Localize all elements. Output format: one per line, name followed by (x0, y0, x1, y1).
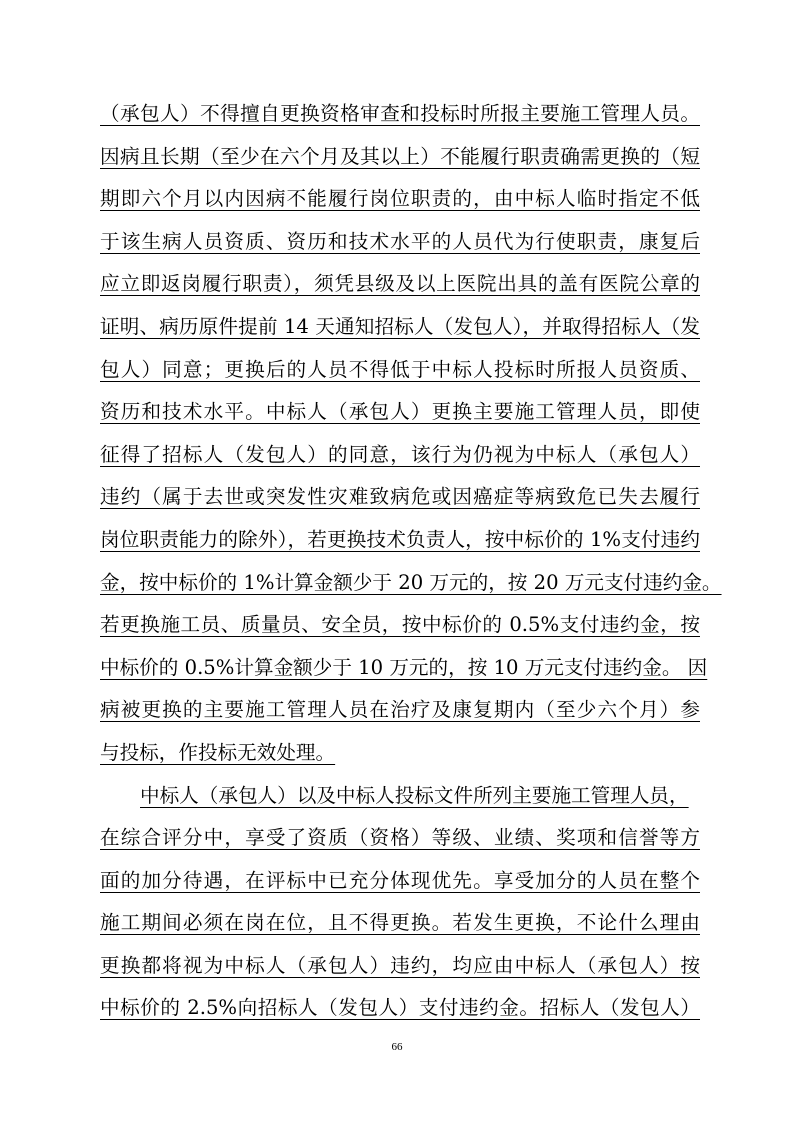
line-text: 违约（属于去世或突发性灾难致病危或因癌症等病致危已失去履行 (100, 485, 700, 509)
line-text: 更换都将视为中标人（承包人）违约，均应由中标人（承包人）按 (100, 953, 700, 977)
document-body (100, 93, 722, 1030)
text-line (100, 604, 700, 647)
line-text: 征得了招标人（发包人）的同意，该行为仍视为中标人（承包人） (100, 442, 700, 466)
text-line (100, 562, 722, 605)
text-line (100, 391, 700, 434)
text-line (100, 306, 700, 349)
text-line (100, 434, 700, 477)
text-line (100, 902, 700, 945)
text-line (100, 263, 700, 306)
text-line (100, 136, 700, 179)
line-text: 金，按中标价的 1%计算金额少于 20 万元的，按 20 万元支付违约金。 (100, 570, 722, 594)
page-number: 66 (391, 1041, 403, 1053)
text-line (100, 221, 700, 264)
text-line (100, 178, 700, 221)
text-line (100, 945, 700, 988)
line-text: 于该生病人员资质、资历和技术水平的人员代为行使职责，康复后 (100, 229, 700, 253)
text-line (100, 987, 700, 1030)
text-line (100, 519, 700, 562)
text-line (100, 860, 700, 903)
line-text: 应立即返岗履行职责），须凭县级及以上医院出具的盖有医院公章的 (100, 272, 700, 296)
text-line (100, 732, 700, 775)
text-line (100, 647, 708, 690)
text-line (100, 817, 700, 860)
line-text: （承包人）不得擅自更换资格审查和投标时所报主要施工管理人员。 (100, 102, 700, 125)
line-text: 中标人（承包人）以及中标人投标文件所列主要施工管理人员， (140, 783, 689, 807)
line-text: 因病且长期（至少在六个月及其以上）不能履行职责确需更换的（短 (100, 144, 700, 168)
text-line (100, 349, 700, 392)
line-text: 中标价的 2.5%向招标人（发包人）支付违约金。招标人（发包人） (100, 996, 700, 1020)
line-text: 施工期间必须在岗在位，且不得更换。若发生更换，不论什么理由 (100, 911, 700, 935)
line-text: 面的加分待遇，在评标中已充分体现优先。享受加分的人员在整个 (100, 868, 700, 892)
line-text: 病被更换的主要施工管理人员在治疗及康复期内（至少六个月）参 (100, 698, 700, 722)
line-text: 在综合评分中，享受了资质（资格）等级、业绩、奖项和信誉等方 (100, 826, 700, 850)
text-line (100, 775, 700, 818)
text-line (100, 476, 700, 519)
line-text: 岗位职责能力的除外），若更换技术负责人，按中标价的 1%支付违约 (100, 527, 700, 551)
line-text: 资历和技术水平。中标人（承包人）更换主要施工管理人员，即使 (100, 400, 700, 424)
line-text: 与投标，作投标无效处理。 (100, 740, 336, 764)
text-line (100, 93, 700, 136)
line-text: 若更换施工员、质量员、安全员，按中标价的 0.5%支付违约金，按 (100, 613, 700, 637)
line-text: 包人）同意；更换后的人员不得低于中标人投标时所报人员资质、 (100, 357, 700, 381)
line-text: 期即六个月以内因病不能履行岗位职责的，由中标人临时指定不低 (100, 187, 700, 211)
line-text: 中标价的 0.5%计算金额少于 10 万元的，按 10 万元支付违约金。 因 (100, 655, 708, 679)
text-line (100, 689, 700, 732)
line-text: 证明、病历原件提前 14 天通知招标人（发包人），并取得招标人（发 (100, 314, 700, 338)
